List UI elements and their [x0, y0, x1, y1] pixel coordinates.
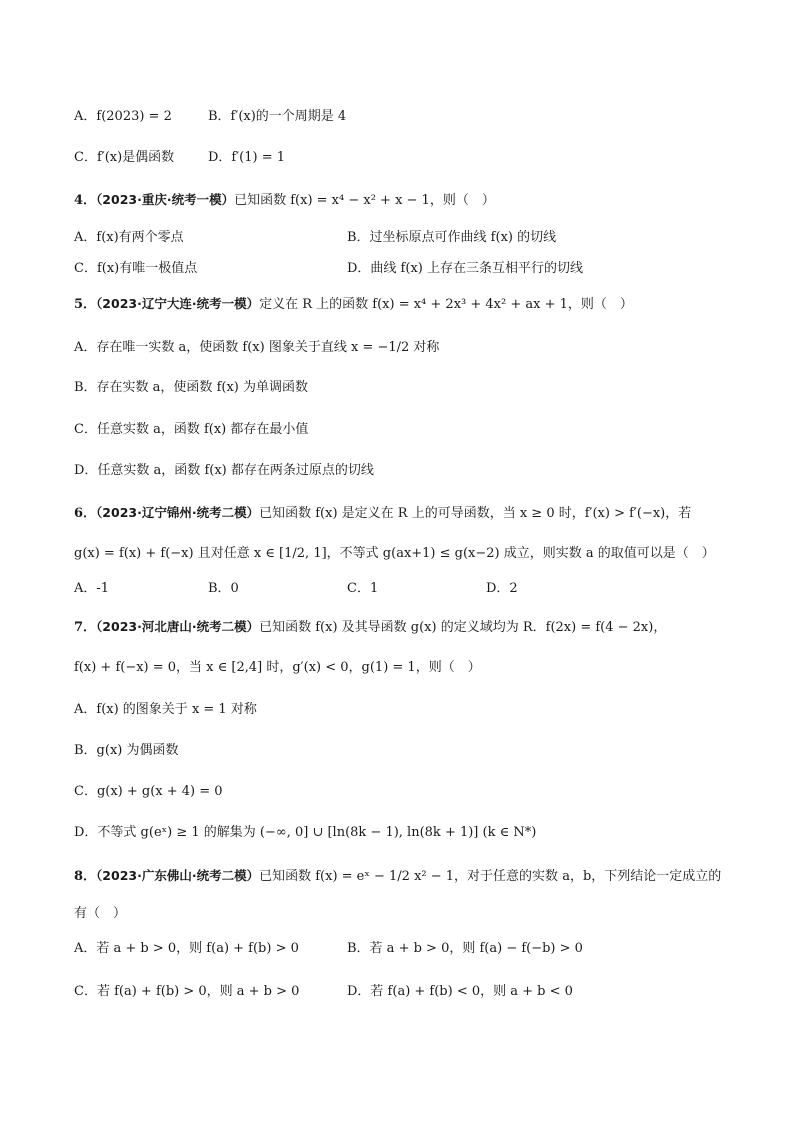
question-text: 定义在 R 上的函数 f(x) = x⁴ + 2x³ + 4x² + ax + 1，则（ ）	[259, 297, 633, 312]
question-7-stem	[74, 618, 666, 637]
q8-option-a: A．若 a + b > 0，则 f(a) + f(b) > 0	[74, 941, 299, 956]
question-text: 已知函数 f(x) = x⁴ − x² + x − 1，则（ ）	[234, 193, 495, 208]
question-source: （2023·辽宁大连·统考一模）	[96, 296, 260, 311]
question-6-stem-continued: g(x) = f(x) + f(−x) 且对任意 x ∈ [1/2, 1]，不等式 g(ax+1) ≤ g(x−2) 成立，则实数 a 的取值可以是（ ）	[74, 546, 715, 561]
q7-option-d: D．不等式 g(eˣ) ≥ 1 的解集为 (−∞, 0] ∪ [ln(8k − 1), ln(8k + 1)] (k ∈ N*)	[74, 825, 537, 840]
question-text: 已知函数 f(x) = eˣ − 1/2 x² − 1，对于任意的实数 a，b，下列结论一定成立的	[259, 869, 722, 884]
question-number: 4．	[74, 193, 97, 208]
q3-option-d: D．f′(1) = 1	[208, 150, 286, 165]
question-4-stem	[74, 191, 495, 210]
question-text: 已知函数 f(x) 是定义在 R 上的可导函数，当 x ≥ 0 时，f′(x) > f′(−x)，若	[259, 506, 692, 521]
question-number: 8．	[74, 869, 97, 884]
q7-option-b: B．g(x) 为偶函数	[74, 743, 179, 758]
question-source: （2023·河北唐山·统考二模）	[96, 619, 260, 634]
question-source: （2023·重庆·统考一模）	[96, 192, 235, 207]
q3-option-c: C．f′(x)是偶函数	[74, 150, 175, 165]
question-number: 5．	[74, 297, 97, 312]
question-5-stem	[74, 295, 633, 314]
question-8-stem	[74, 867, 721, 886]
q8-option-b: B．若 a + b > 0，则 f(a) − f(−b) > 0	[347, 941, 583, 956]
q4-option-a: A．f(x)有两个零点	[74, 230, 184, 245]
q5-option-a: A．存在唯一实数 a，使函数 f(x) 图象关于直线 x = −1/2 对称	[74, 340, 440, 355]
q5-option-b: B．存在实数 a，使函数 f(x) 为单调函数	[74, 380, 308, 395]
question-6-stem	[74, 504, 691, 523]
q6-option-b: B．0	[208, 581, 239, 596]
question-source: （2023·辽宁锦州·统考二模）	[96, 505, 260, 520]
q4-option-c: C．f(x)有唯一极值点	[74, 261, 198, 276]
question-source: （2023·广东佛山·统考二模）	[96, 868, 260, 883]
q4-option-b: B．过坐标原点可作曲线 f(x) 的切线	[347, 230, 557, 245]
q6-option-a: A．-1	[74, 581, 110, 596]
q3-option-b: B．f′(x)的一个周期是 4	[208, 109, 347, 124]
question-number: 7．	[74, 620, 97, 635]
question-number: 6．	[74, 506, 97, 521]
q7-option-c: C．g(x) + g(x + 4) = 0	[74, 784, 223, 799]
q8-option-c: C．若 f(a) + f(b) > 0，则 a + b > 0	[74, 984, 300, 999]
q8-option-d: D．若 f(a) + f(b) < 0，则 a + b < 0	[347, 984, 573, 999]
q6-option-c: C．1	[347, 581, 379, 596]
question-8-stem-continued: 有（ ）	[74, 906, 127, 921]
q4-option-d: D．曲线 f(x) 上存在三条互相平行的切线	[347, 261, 583, 276]
q5-option-c: C．任意实数 a，函数 f(x) 都存在最小值	[74, 422, 309, 437]
q5-option-d: D．任意实数 a，函数 f(x) 都存在两条过原点的切线	[74, 463, 374, 478]
q7-option-a: A．f(x) 的图象关于 x = 1 对称	[74, 702, 257, 717]
q6-option-d: D．2	[486, 581, 518, 596]
question-7-stem-continued: f(x) + f(−x) = 0，当 x ∈ [2,4] 时，g′(x) < 0，g(1) = 1，则（ ）	[74, 660, 481, 675]
question-text: 已知函数 f(x) 及其导函数 g(x) 的定义域均为 R．f(2x) = f(4 − 2x)，	[259, 620, 667, 635]
q3-option-a: A．f(2023) = 2	[74, 109, 172, 124]
